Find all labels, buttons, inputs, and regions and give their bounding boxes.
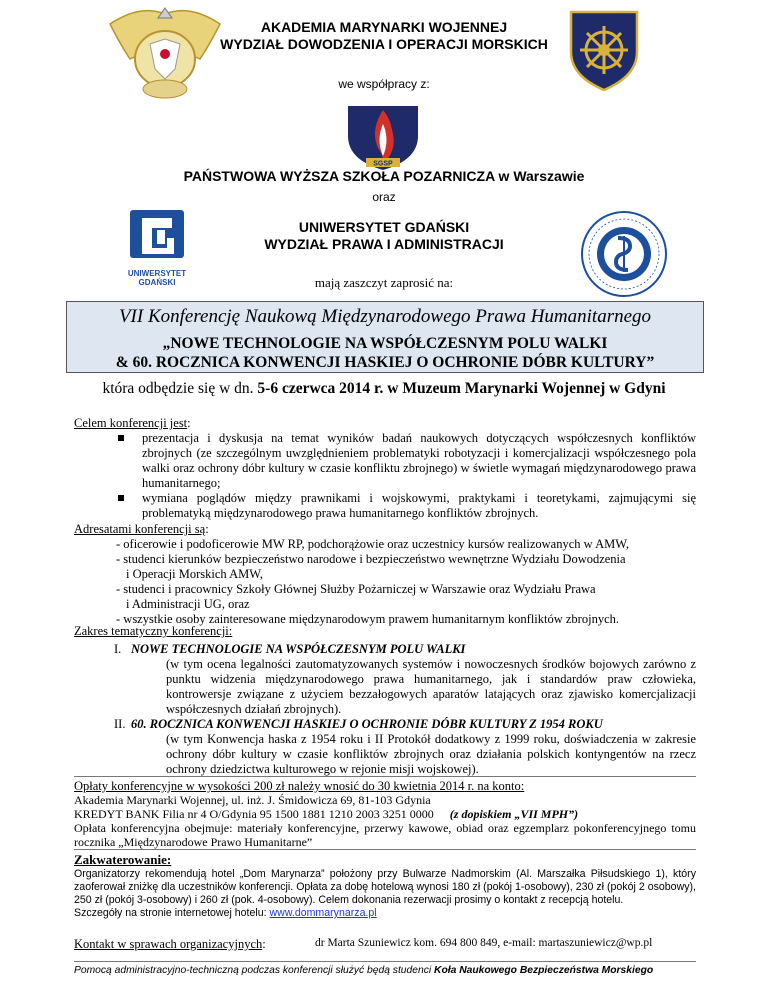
scope-heading: Zakres tematyczny konferencji: bbox=[74, 624, 233, 638]
goal-item-text: wymiana poglądów między prawnikami i wojskowymi, praktykami i teoretykami, zajmującymi się problematyką międzynarodowego prawa humanitarnego konfliktów zbrojnych. bbox=[142, 491, 696, 520]
pwsp-fire-logo bbox=[340, 100, 426, 172]
oraz-label: oraz bbox=[372, 190, 396, 204]
goal-item-text: prezentacja i dyskusja na temat wyników badań naukowych dotyczących współczesnych konfliktów zbrojnych (ze szczególnym uwzględnieniem problematyki robotyzacji i komercjalizacji współczesnego pola walki oraz ochrony dóbr kultury w czasie konfliktu zbrojnego) w świetle wymagań międzynarodowego prawa humanitarnego; bbox=[142, 431, 696, 490]
contact-heading-colon: : bbox=[262, 937, 266, 951]
conference-topic-line1: „NOWE TECHNOLOGIE NA WSPÓŁCZESNYM POLU WALKI bbox=[162, 335, 608, 352]
invite-text: mają zaszczyt zaprosić na: bbox=[314, 275, 454, 290]
ug-name: UNIWERSYTET GDAŃSKI bbox=[298, 219, 470, 235]
date-prefix: która odbędzie się w dn. bbox=[102, 380, 258, 397]
lodging-heading: Zakwaterowanie: bbox=[74, 852, 172, 867]
contact-section bbox=[74, 937, 696, 952]
conference-title-box bbox=[66, 301, 704, 373]
footer-club-name: Koła Naukowego Bezpieczeństwa Morskiego bbox=[434, 965, 654, 976]
topic-1 bbox=[74, 642, 696, 657]
audience-item: - studenci i pracownicy Szkoły Głównej Służby Pożarniczej w Warszawie oraz Wydziału Prawa bbox=[116, 582, 596, 596]
header-line2: WYDZIAŁ DOWODZENIA I OPERACJI MORSKICH bbox=[220, 36, 548, 52]
topic-2-number: II. bbox=[114, 717, 126, 731]
audience-section bbox=[74, 522, 696, 627]
audience-item: i Administracji UG, oraz bbox=[126, 597, 250, 611]
topic-2 bbox=[74, 717, 696, 732]
audience-heading-colon: : bbox=[205, 522, 209, 536]
fees-note: (z dopiskiem „VII MPH”) bbox=[449, 807, 579, 821]
pwsp-logo-text: SGSP bbox=[373, 160, 393, 168]
fees-heading: Opłaty konferencyjne w wysokości 200 zł należy wnosić do 30 kwietnia 2014 r. na konto: bbox=[74, 779, 525, 793]
fees-bank-line bbox=[74, 807, 696, 821]
topic-1-number: I. bbox=[114, 642, 122, 656]
lodging-more-label: Szczegóły na stronie internetowej hotelu: bbox=[74, 907, 270, 919]
scope-section bbox=[74, 624, 696, 777]
date-venue-line bbox=[0, 380, 768, 398]
contact-heading: Kontakt w sprawach organizacyjnych bbox=[74, 937, 263, 951]
topic-2-desc: (w tym Konwencja haska z 1954 roku i II Protokół dodatkowy z 1999 roku, doświadczenia w zakresie ochrony dóbr kultury w czasie konfliktów zbrojnych oraz działania polskich kontyngentów na rzecz ochrony dziedzictwa kulturowego w rejonie misji wojskowej). bbox=[166, 732, 696, 776]
divider bbox=[74, 961, 696, 962]
square-bullet-icon bbox=[118, 435, 124, 441]
fees-address: Akademia Marynarki Wojennej, ul. inż. J. Śmidowicza 69, 81-103 Gdynia bbox=[74, 793, 431, 807]
wpia-name: WYDZIAŁ PRAWA I ADMINISTRACJI bbox=[264, 236, 504, 252]
footer-prefix: Pomocą administracyjno-techniczną podczas konferencji służyć będą studenci bbox=[74, 965, 435, 976]
goals-section bbox=[74, 416, 696, 521]
cooperation-label: we współpracy z: bbox=[338, 77, 430, 91]
pwsp-name: PAŃSTWOWA WYŻSZA SZKOŁA POZARNICZA w Warszawie bbox=[183, 168, 585, 184]
fees-includes: Opłata konferencyjna obejmuje: materiały konferencyjne, przerwy kawowe, obiad oraz egzemplarz pokonferencyjnego tomu rocznika „Międzynarodowe Prawo Humanitarne” bbox=[74, 821, 696, 849]
footer-note bbox=[74, 965, 696, 976]
square-bullet-icon bbox=[118, 495, 124, 501]
audience-item: - studenci kierunków bezpieczeństwo narodowe i bezpieczeństwo wewnętrzne Wydziału Dowodzenia bbox=[116, 552, 626, 566]
date-venue: 5-6 czerwca 2014 r. w Muzeum Marynarki Wojennej w Gdyni bbox=[257, 380, 666, 397]
audience-item: i Operacji Morskich AMW, bbox=[126, 567, 264, 581]
conference-topic-line2: & 60. ROCZNICA KONWENCJI HASKIEJ O OCHRONIE DÓBR KULTURY” bbox=[115, 354, 655, 371]
audience-item: - oficerowie i podoficerowie MW RP, podchorążowie oraz uczestnicy kursów realizowanych w AMW, bbox=[116, 537, 630, 551]
hotel-website-link[interactable]: www.dommarynarza.pl bbox=[269, 907, 377, 919]
lodging-section bbox=[74, 852, 696, 920]
goal-item bbox=[74, 431, 696, 491]
contact-details: dr Marta Szuniewicz kom. 694 800 849, e-mail: martaszuniewicz@wp.pl bbox=[315, 937, 653, 949]
goals-heading: Celem konferencji jest bbox=[74, 416, 188, 430]
divider bbox=[74, 849, 696, 850]
topic-2-title: 60. ROCZNICA KONWENCJI HASKIEJ O OCHRONIE DÓBR KULTURY Z 1954 ROKU bbox=[131, 717, 603, 731]
divider bbox=[74, 776, 696, 777]
audience-heading: Adresatami konferencji są bbox=[74, 522, 206, 536]
lodging-text: Organizatorzy rekomendują hotel „Dom Marynarza” położony przy Bulwarze Nadmorskim (Al. Marszałka Piłsudskiego 1), który zaoferował zniżkę dla uczestników konferencji. Opłata za dobę hotelową wynosi 180 zł (pokój 1-osobowy), 230 zł (pokój 2 osobowy), 250 zł (pokój 3-osobowy) i 260 zł (pok. 4-osobowy). Celem dokonania rezerwacji prosimy o kontakt z recepcją hotelu. bbox=[74, 868, 696, 906]
conference-title: VII Konferencję Naukową Międzynarodowego Prawa Humanitarnego bbox=[118, 306, 652, 327]
header-line1: AKADEMIA MARYNARKI WOJENNEJ bbox=[260, 19, 508, 35]
topic-1-title: NOWE TECHNOLOGIE NA WSPÓŁCZESNYM POLU WALKI bbox=[131, 642, 466, 656]
fees-bank-account: KREDYT BANK Filia nr 4 O/Gdynia 95 1500 1881 1210 2003 3251 0000 bbox=[74, 807, 434, 821]
topic-1-desc: (w tym ocena legalności zautomatyzowanych systemów i nowoczesnych środków bojowych zarówno z punktu widzenia międzynarodowego prawa humanitarnego, jak i standardów praw człowieka, kontrowersje związane z użyciem bezzałogowych aparatów latających oraz zjawisko komercjalizacji współczesnych działań zbrojnych). bbox=[166, 657, 696, 716]
ug-logo-caption: UNIWERSYTET GDAŃSKI bbox=[127, 269, 187, 287]
goal-item bbox=[74, 491, 696, 521]
goals-heading-colon: : bbox=[187, 416, 191, 430]
fees-section bbox=[74, 779, 696, 849]
audience-item: - wszystkie osoby zainteresowane międzynarodowym prawem humanitarnym konfliktów zbrojnych. bbox=[116, 612, 619, 626]
lodging-more bbox=[74, 907, 696, 920]
